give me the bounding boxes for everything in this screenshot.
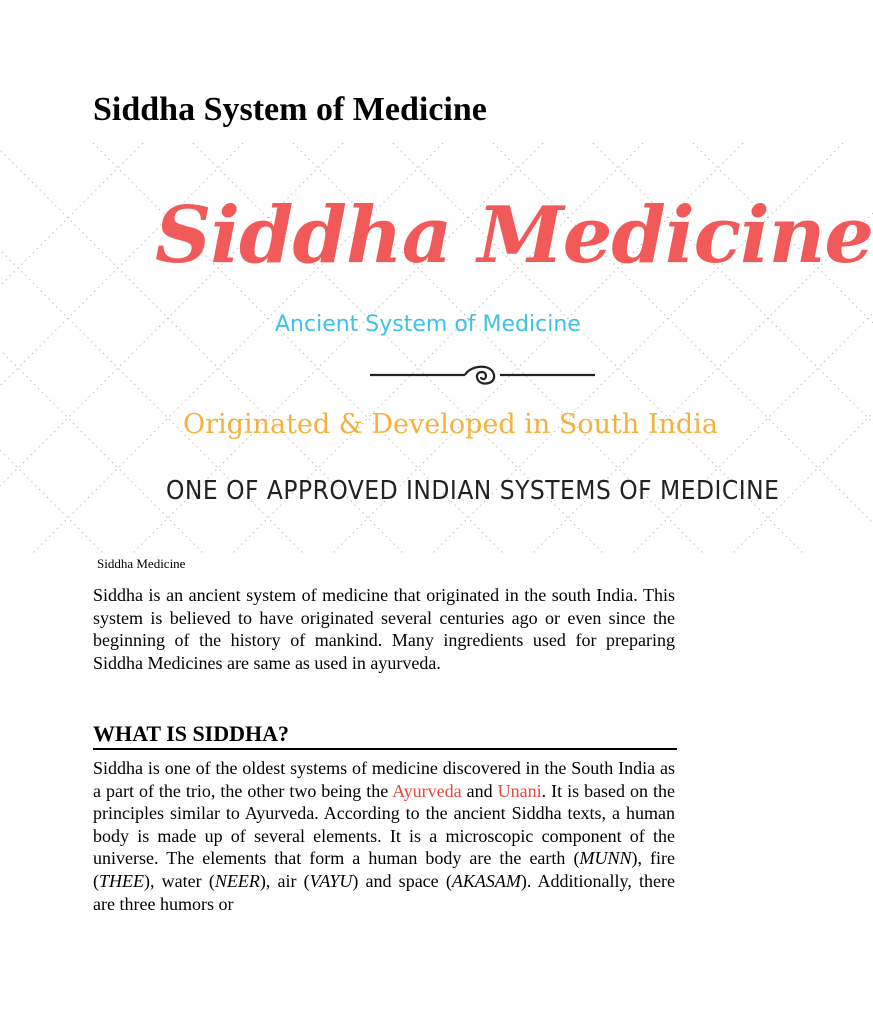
term-neer: NEER [214,870,260,891]
term-munn: MUNN [579,848,632,869]
section-heading: WHAT IS SIDDHA? [93,720,677,750]
banner-origin-text: Originated & Developed in South India [183,409,718,440]
swirl-divider-icon [370,361,595,389]
paragraph-text: ), air ( [259,870,310,891]
paragraph-text: ), fire ( [93,848,675,891]
banner-approved-text: ONE OF APPROVED INDIAN SYSTEMS OF MEDICINE [166,476,780,506]
paragraph-text: ). Additionally, there are three humors or [93,870,676,914]
paragraph-text: and [466,780,493,801]
image-caption: Siddha Medicine [97,556,186,571]
section-paragraph [93,757,675,915]
intro-paragraph: Siddha is an ancient system of medicine that originated in the south India. This system is believed to have originated several centuries ago or even since the beginning of the history of mankind. Many ingredients used for preparing Siddha Medicines are same as used in ayurveda. [93,585,675,673]
ayurveda-link[interactable]: Ayurveda [392,780,462,801]
banner-subtitle: Ancient System of Medicine [275,312,581,337]
page-title: Siddha System of Medicine [93,91,487,128]
paragraph-text: . It is based on the principles similar to Ayurveda. According to the ancient Siddha texts, a human body is made up of several elements. It is a microscopic component of the universe. The elements that form a human body are the earth ( [93,780,676,869]
unani-link[interactable]: Unani [497,780,542,801]
paragraph-text: ) and space ( [352,870,452,891]
term-vayu: VAYU [309,870,353,891]
banner-image [93,143,873,553]
paragraph-text: Siddha is one of the oldest systems of medicine discovered in the South India as a part of the trio, the other two being the [93,758,675,801]
banner-title: Siddha Medicine [155,190,873,281]
term-akasam: AKASAM [451,870,521,891]
term-thee: THEE [99,870,144,891]
paragraph-text: ), water ( [144,870,215,891]
